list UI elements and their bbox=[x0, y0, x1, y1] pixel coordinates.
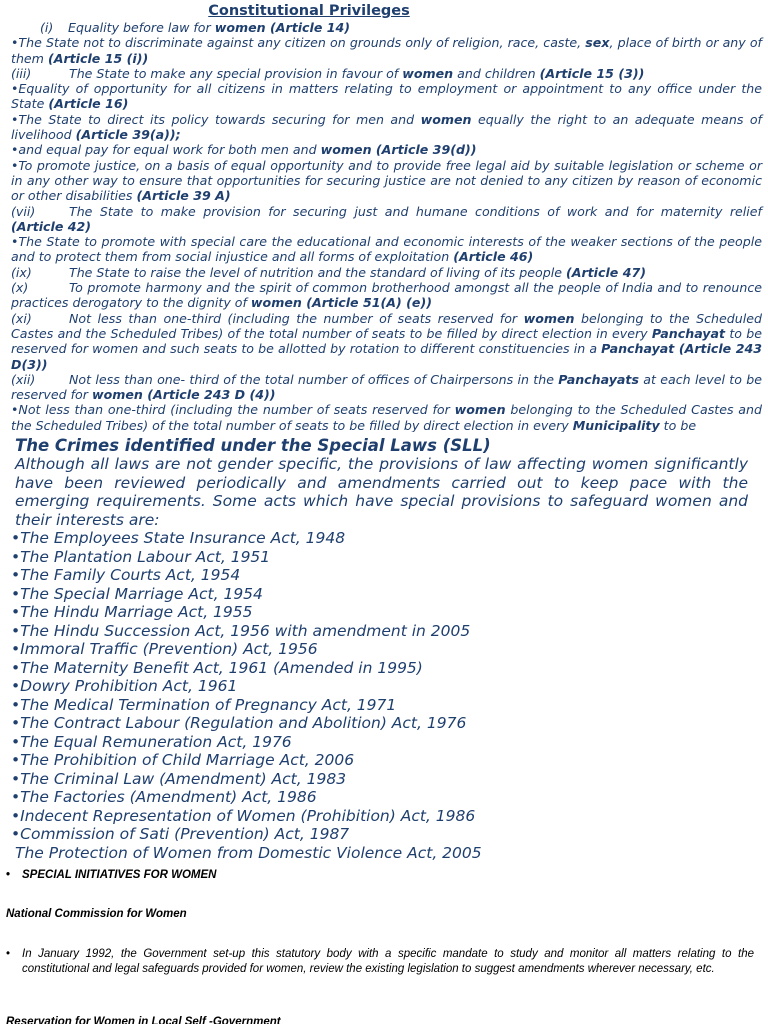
special-initiatives-heading-text: SPECIAL INITIATIVES FOR WOMEN bbox=[22, 869, 217, 881]
privilege-emphasis: Municipality bbox=[572, 417, 660, 432]
privilege-emphasis: Panchayats bbox=[558, 371, 639, 387]
privilege-item bbox=[0, 311, 768, 372]
privilege-emphasis: sex bbox=[585, 35, 610, 51]
privilege-text: belonging to the Scheduled Castes and the Scheduled Tribes) of the total number of seats to be filled by direct election in every bbox=[11, 402, 763, 432]
act-item: •The Family Courts Act, 1954 bbox=[11, 566, 241, 584]
privilege-emphasis: women (Article 243 D (4)) bbox=[91, 387, 276, 403]
reservation-heading: Reservation for Women in Local Self -Government bbox=[6, 1016, 281, 1024]
act-item: •The Plantation Labour Act, 1951 bbox=[11, 547, 271, 566]
privilege-item bbox=[0, 112, 768, 143]
act-item: •The Criminal Law (Amendment) Act, 1983 bbox=[11, 769, 347, 788]
privilege-number: (i) bbox=[40, 20, 54, 35]
act-item: •The Maternity Benefit Act, 1961 (Amended in 1995) bbox=[11, 658, 423, 677]
privilege-text: Not less than one-third (including the number of seats reserved for bbox=[69, 310, 524, 326]
privilege-text: equally the right to an adequate means of livelihood bbox=[11, 111, 762, 143]
ncw-text: In January 1992, the Government set-up this statutory body with a specific mandate to study and monitor all matters relating to the constitutional and legal safeguards provided for women, review the existing legislation to suggest amendments wherever necessary, etc. bbox=[22, 948, 754, 975]
privilege-text: •To promote justice, on a basis of equal opportunity and to provide free legal aid by suitable legislation or scheme or in any other way to ensure that opportunities for securing justice are not denied to any citizen by reason of economic or other disabilities bbox=[11, 157, 762, 204]
privilege-emphasis: (Article 15 (i)) bbox=[47, 50, 149, 66]
privilege-item bbox=[0, 142, 768, 157]
privilege-item bbox=[0, 280, 768, 311]
act-item: •The Hindu Succession Act, 1956 with amendment in 2005 bbox=[11, 621, 471, 640]
privilege-text: Equality before law for bbox=[68, 20, 215, 35]
privilege-emphasis: (Article 42) bbox=[11, 218, 92, 234]
privilege-text: •The State not to discriminate against any citizen on grounds only of religion, race, caste, bbox=[11, 35, 586, 51]
privilege-emphasis: (Article 47) bbox=[565, 264, 646, 280]
privilege-item bbox=[0, 35, 768, 66]
privilege-text: •Equality of opportunity for all citizens in matters relating to employment or appointment to any office under the State bbox=[11, 81, 762, 112]
privilege-item bbox=[0, 204, 768, 235]
constitutional-privileges-title: Constitutional Privileges bbox=[208, 3, 410, 19]
privilege-text: •The State to direct its policy towards securing for men and bbox=[11, 111, 421, 127]
privilege-emphasis: (Article 39 A) bbox=[136, 188, 231, 204]
constitutional-privileges-section bbox=[0, 0, 768, 432]
privilege-text: , place of birth or any of them bbox=[11, 35, 762, 66]
privilege-emphasis: women bbox=[420, 111, 472, 127]
act-item: •Commission of Sati (Prevention) Act, 1987 bbox=[11, 825, 350, 843]
privilege-text: The State to raise the level of nutrition and the standard of living of its people bbox=[69, 264, 566, 280]
privilege-text: to be bbox=[659, 417, 697, 432]
privilege-text: The State to make provision for securing just and humane conditions of work and for maternity relief bbox=[69, 203, 762, 219]
privileges-list bbox=[0, 20, 768, 432]
act-item-domestic-violence: The Protection of Women from Domestic Violence Act, 2005 bbox=[15, 843, 482, 862]
special-laws-heading: The Crimes identified under the Special Laws (SLL) bbox=[15, 436, 491, 455]
privilege-emphasis: women (Article 14) bbox=[214, 20, 351, 35]
privilege-emphasis: Panchayat bbox=[651, 325, 726, 341]
privilege-item bbox=[0, 158, 768, 204]
privilege-emphasis: (Article 46) bbox=[453, 249, 534, 265]
privilege-emphasis: Panchayat (Article 243 D(3)) bbox=[11, 341, 763, 372]
act-item: •The Equal Remuneration Act, 1976 bbox=[11, 732, 292, 751]
act-item: •Dowry Prohibition Act, 1961 bbox=[11, 677, 238, 695]
privilege-item bbox=[0, 372, 768, 403]
privilege-emphasis: women bbox=[523, 310, 575, 326]
special-laws-intro: Although all laws are not gender specific, the provisions of law affecting women significantly have been reviewed periodically and amendments carried out to keep pace with the emerging requirements. Some acts which have special provisions to safeguard women and their interests are: bbox=[15, 455, 748, 529]
privilege-item bbox=[0, 234, 768, 265]
act-item: •Immoral Traffic (Prevention) Act, 1956 bbox=[11, 640, 318, 658]
special-initiatives-heading bbox=[6, 869, 216, 881]
privilege-item bbox=[0, 66, 768, 81]
privilege-number: (x) bbox=[11, 280, 29, 296]
acts-list bbox=[0, 529, 768, 844]
privilege-emphasis: women (Article 39(d)) bbox=[320, 142, 477, 158]
special-initiatives-section bbox=[0, 866, 768, 1024]
bullet-icon: • bbox=[6, 869, 11, 881]
privilege-number: (iii) bbox=[11, 65, 32, 81]
privilege-text: The State to make any special provision in favour of bbox=[69, 65, 403, 81]
act-item: •The Medical Termination of Pregnancy Act, 1971 bbox=[11, 695, 397, 714]
ncw-heading: National Commission for Women bbox=[6, 908, 187, 920]
act-item: •The Special Marriage Act, 1954 bbox=[11, 584, 263, 603]
act-item: •The Employees State Insurance Act, 1948 bbox=[11, 529, 346, 547]
privilege-number: (ix) bbox=[11, 264, 32, 280]
act-item: •The Factories (Amendment) Act, 1986 bbox=[11, 788, 317, 806]
privilege-text: •and equal pay for equal work for both men and bbox=[11, 142, 321, 158]
special-laws-section bbox=[0, 436, 768, 866]
privilege-number: (vii) bbox=[11, 203, 36, 219]
privilege-item bbox=[0, 265, 768, 280]
privilege-item bbox=[0, 20, 768, 35]
privilege-emphasis: (Article 15 (3)) bbox=[539, 65, 645, 81]
ncw-paragraph bbox=[6, 947, 754, 977]
act-item: •The Contract Labour (Regulation and Abolition) Act, 1976 bbox=[11, 714, 467, 732]
privilege-text: •The State to promote with special care the educational and economic interests of the weaker sections of the people and to protect them from social injustice and all forms of exploitation bbox=[11, 234, 762, 265]
act-item: •The Hindu Marriage Act, 1955 bbox=[11, 603, 253, 621]
privilege-text: to be reserved for women and such seats to be allotted by rotation to different constituencies in a bbox=[11, 325, 762, 357]
privilege-text: and children bbox=[453, 65, 540, 81]
act-item: •Indecent Representation of Women (Prohibition) Act, 1986 bbox=[11, 806, 476, 825]
privilege-text: •Not less than one-third (including the number of seats reserved for bbox=[11, 402, 455, 418]
privilege-number: (xi) bbox=[11, 310, 32, 326]
privilege-item bbox=[0, 81, 768, 112]
privilege-emphasis: (Article 39(a)); bbox=[75, 127, 181, 143]
privilege-text: at each level to be reserved for bbox=[11, 371, 762, 403]
privilege-number: (xii) bbox=[11, 371, 36, 387]
privilege-item bbox=[0, 402, 768, 432]
privilege-emphasis: (Article 16) bbox=[48, 96, 129, 112]
privilege-emphasis: women bbox=[402, 65, 454, 81]
privilege-text: belonging to the Scheduled Castes and the Scheduled Tribes) of the total number of seats to be filled by direct election in every bbox=[11, 310, 762, 341]
privilege-text: Not less than one- third of the total number of offices of Chairpersons in the bbox=[69, 371, 559, 387]
bullet-icon: • bbox=[6, 948, 11, 960]
privilege-text: To promote harmony and the spirit of common brotherhood amongst all the people of India and to renounce practices derogatory to the dignity of bbox=[11, 280, 762, 311]
privilege-emphasis: women bbox=[454, 402, 506, 418]
act-item: •The Prohibition of Child Marriage Act, 2006 bbox=[11, 751, 355, 769]
privilege-emphasis: women (Article 51(A) (e)) bbox=[250, 295, 432, 311]
